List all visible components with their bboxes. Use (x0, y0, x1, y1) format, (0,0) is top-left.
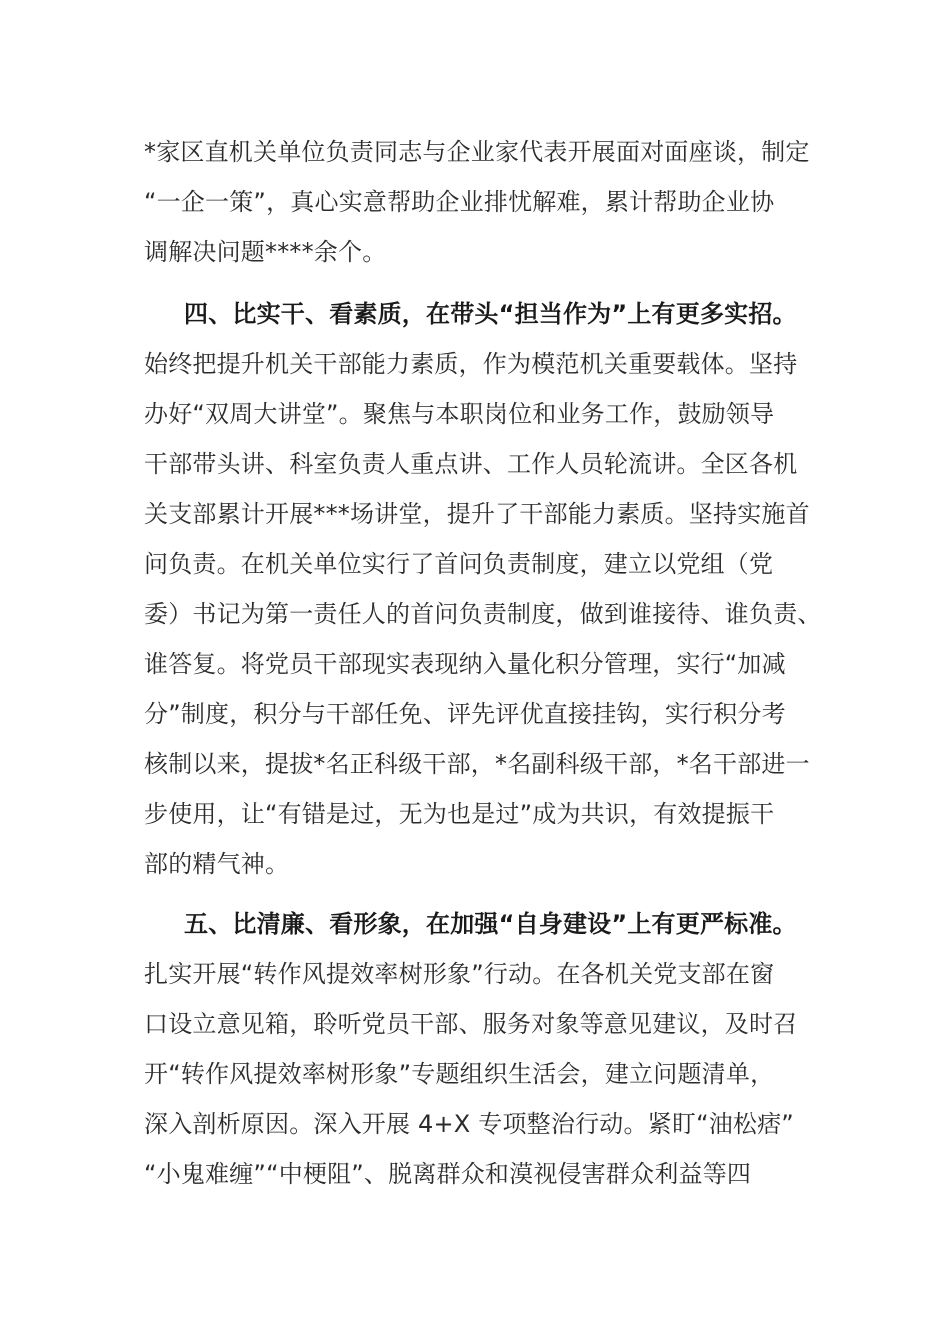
text-line: 分”制度，积分与干部任免、评先评优直接挂钩，实行积分考 (144, 700, 786, 728)
text-line: “小鬼难缠”“中梗阻”、脱离群众和漠视侵害群众利益等四 (144, 1160, 752, 1188)
text-line: 开“转作风提效率树形象”专题组织生活会，建立问题清单， (144, 1060, 775, 1088)
text-line: 口设立意见箱，聆听党员干部、服务对象等意见建议，及时召 (144, 1010, 798, 1038)
text-line: 关支部累计开展***场讲堂，提升了干部能力素质。坚持实施首 (144, 500, 810, 528)
text-line: *家区直机关单位负责同志与企业家代表开展面对面座谈，制定 (144, 138, 810, 166)
text-line: 问负责。在机关单位实行了首问负责制度，建立以党组（党 (144, 550, 774, 578)
text-line: 委）书记为第一责任人的首问负责制度，做到谁接待、谁负责、 (144, 600, 822, 628)
section-heading: 五、比清廉、看形象，在加强“自身建设”上有更严标准。 (184, 910, 797, 938)
section-heading: 四、比实干、看素质，在带头“担当作为”上有更多实招。 (184, 300, 797, 328)
text-line: 谁答复。将党员干部现实表现纳入量化积分管理，实行“加减 (144, 650, 786, 678)
text-line: 办好“双周大讲堂”。聚焦与本职岗位和业务工作，鼓励领导 (144, 400, 775, 428)
text-line: 干部带头讲、科室负责人重点讲、工作人员轮流讲。全区各机 (144, 450, 798, 478)
text-line: “一企一策”，真心实意帮助企业排忧解难，累计帮助企业协 (144, 188, 775, 216)
text-line: 扎实开展“转作风提效率树形象”行动。在各机关党支部在窗 (144, 960, 775, 988)
text-line: 部的精气神。 (144, 850, 290, 878)
text-line: 始终把提升机关干部能力素质，作为模范机关重要载体。坚持 (144, 350, 798, 378)
text-line: 深入剖析原因。深入开展 4+X 专项整治行动。紧盯“油松痞” (144, 1110, 794, 1138)
text-line: 步使用，让“有错是过，无为也是过”成为共识，有效提振干 (144, 800, 775, 828)
text-line: 调解决问题****余个。 (144, 238, 387, 266)
text-line: 核制以来，提拔*名正科级干部，*名副科级干部，*名干部进一 (144, 750, 810, 778)
